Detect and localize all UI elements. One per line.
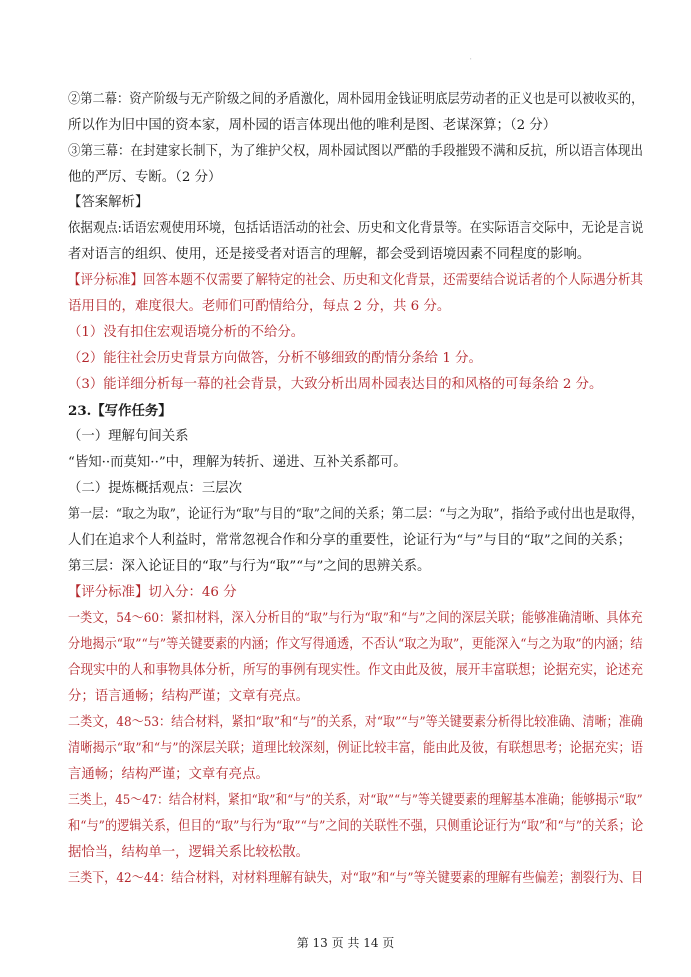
answer-line: 他的严厉、专断。（2 分） — [68, 170, 222, 185]
body-line: 第一层：“取之为取”，论证行为“取”与目的“取”之间的关系；第二层：“与之为取”，指给予或付出也是取得， — [68, 507, 643, 522]
scoring-item: （3）能详细分析每一幕的社会背景，大致分析出周朴园表达目的和风格的可每条给 2 分。 — [68, 377, 603, 392]
subsection-heading: （二）提炼概括观点：三层次 — [68, 481, 243, 496]
grade-line: 合现实中的人和事物具体分析，所写的事例有现实性。作文由此及彼，展开丰富联想；论据充实，论述充 — [68, 663, 643, 678]
question-heading: 23.【写作任务】 — [68, 403, 172, 419]
body-line: “皆知··而莫知··”中，理解为转折、递进、互补关系都可。 — [68, 455, 407, 470]
grade-line: 三类上，45～47：结合材料，紧扣“取”和“与”的关系，对“取”“与”等关键要素的理解基本准确；能够揭示“取” — [68, 793, 643, 808]
scoring-item: （2）能往社会历史背景方向做答，分析不够细致的酌情分条给 1 分。 — [68, 351, 482, 366]
subsection-heading: （一）理解句间关系 — [68, 429, 189, 444]
grade-line: 三类下，42～44：结合材料，对材料理解有缺失，对“取”和“与”等关键要素的理解有些偏差；割裂行为、目 — [68, 871, 644, 886]
scoring-item: （1）没有扣住宏观语境分析的不给分。 — [68, 325, 305, 340]
analysis-line: 者对语言的组织、使用，还是接受者对语言的理解，都会受到语境因素不同程度的影响。 — [68, 247, 591, 262]
answer-line: 所以作为旧中国的资本家，周朴园的语言体现出他的唯利是图、老谋深算；（2 分） — [68, 118, 557, 133]
grade-line: 分；语言通畅；结构严谨；文章有亮点。 — [68, 689, 310, 704]
grade-line: 分地揭示“取”“与”等关键要素的内涵；作文写得通透，不否认“取之为取”，更能深入“与之为取”的内涵；结 — [68, 637, 643, 652]
scoring-standard-line: 【评分标准】切入分：46 分 — [68, 585, 237, 600]
grade-line: 据恰当，结构单一，逻辑关系比较松散。 — [68, 845, 310, 860]
section-heading: 【答案解析】 — [68, 195, 149, 210]
grade-line: 二类文，48～53：结合材料，紧扣“取”和“与”的关系，对“取”“与”等关键要素分析得比较准确、清晰；准确 — [68, 715, 643, 730]
grade-line: 和“与”的逻辑关系，但目的“取”与行为“取”“与”之间的关联性不强，只侧重论证行为“取”和“与”的关系；论 — [68, 819, 644, 834]
scoring-standard-line: 语用目的，难度很大。老师们可酌情给分，每点 2 分，共 6 分。 — [68, 299, 451, 314]
body-line: 人们在追求个人利益时，常常忽视合作和分享的重要性，论证行为“与”与目的“取”之间的关系； — [68, 533, 632, 548]
answer-line: ③第三幕：在封建家长制下，为了维护父权，周朴园试图以严酷的手段摧毁不满和反抗，所以语言体现出 — [68, 144, 643, 159]
page-number: 第 13 页 共 14 页 — [296, 936, 395, 950]
grade-line: 一类文，54～60：紧扣材料，深入分析目的“取”与行为“取”和“与”之间的深层关联；能够准确清晰、具体充 — [68, 611, 643, 626]
grade-line: 言通畅；结构严谨；文章有亮点。 — [68, 767, 269, 782]
body-line: 第三层：深入论证目的“取”与行为“取”“与”之间的思辨关系。 — [68, 559, 431, 574]
answer-line: ②第二幕：资产阶级与无产阶级之间的矛盾激化，周朴园用金钱证明底层劳动者的正义也是可以被收买的， — [68, 92, 644, 107]
scoring-standard-line: 【评分标准】回答本题不仅需要了解特定的社会、历史和文化背景，还需要结合说话者的个人际遇分析其 — [68, 273, 643, 288]
analysis-line: 依据观点:话语宏观使用环境，包括话语活动的社会、历史和文化背景等。在实际语言交际中，无论是言说 — [68, 221, 644, 236]
scan-mark: ˈ — [470, 58, 472, 65]
grade-line: 清晰揭示“取”和“与”的深层关联；道理比较深刻，例证比较丰富，能由此及彼，有联想思考；论据充实；语 — [68, 741, 643, 756]
